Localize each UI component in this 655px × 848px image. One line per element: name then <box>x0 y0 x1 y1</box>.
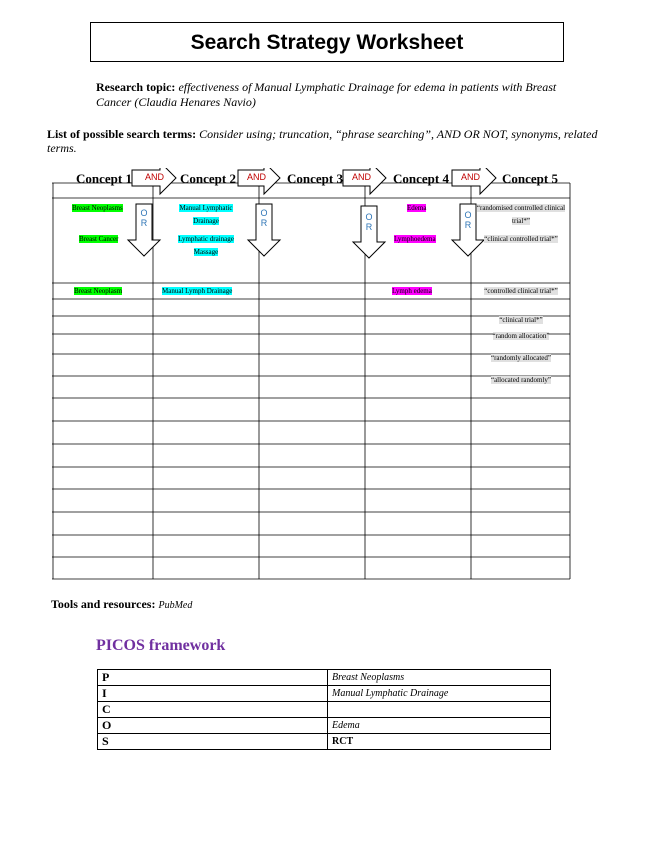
concept1-term <box>79 233 118 246</box>
concept4-term <box>394 233 436 246</box>
concept5-term <box>476 285 566 298</box>
term-highlight: Breast Cancer <box>79 235 119 243</box>
or-letter-r: R <box>140 218 148 228</box>
picos-key: C <box>98 702 328 718</box>
table-row <box>98 734 551 750</box>
term-highlight: Manual Lymphatic Drainage <box>179 204 233 225</box>
term-highlight: “clinical controlled trial*” <box>484 235 558 243</box>
and-operator-1: AND <box>145 172 165 182</box>
concept5-term <box>476 233 566 246</box>
picos-value: Manual Lymphatic Drainage <box>328 686 551 702</box>
concept-4-header: Concept 4 <box>393 171 449 186</box>
picos-value: Breast Neoplasms <box>328 670 551 686</box>
concept-1-header: Concept 1 <box>76 171 132 186</box>
term-highlight: “clinical trial*” <box>499 316 543 324</box>
search-terms-label: List of possible search terms: <box>47 127 197 141</box>
or-operator-2 <box>259 208 269 228</box>
search-terms-note <box>47 127 607 155</box>
concept2-term <box>162 285 232 298</box>
term-highlight: Breast Neoplasm <box>74 287 123 295</box>
tools-label: Tools and resources: <box>51 597 156 611</box>
table-row <box>98 670 551 686</box>
research-topic-label: Research topic: <box>96 80 176 94</box>
concept-3-header: Concept 3 <box>287 171 343 186</box>
or-operator-4 <box>463 210 473 230</box>
concept4-term <box>392 285 432 298</box>
picos-table <box>97 669 551 750</box>
page-title: Search Strategy Worksheet <box>90 22 564 62</box>
picos-heading: PICOS framework <box>96 637 226 654</box>
or-letter-r: R <box>464 220 472 230</box>
term-highlight: “randomised controlled clinical trial*” <box>476 204 566 225</box>
or-letter-o: O <box>140 208 148 218</box>
tools-value: PubMed <box>158 600 193 611</box>
concept2-term <box>168 202 244 228</box>
term-highlight: Manual Lymph Drainage <box>162 287 233 295</box>
concept4-term <box>407 202 426 215</box>
and-operator-3: AND <box>352 172 372 182</box>
term-highlight: “allocated randomly” <box>490 376 552 384</box>
concept1-term <box>74 285 122 298</box>
concept5-term <box>476 352 566 365</box>
and-operator-4: AND <box>461 172 481 182</box>
term-highlight: Lymphatic drainage Massage <box>178 235 234 256</box>
tools-and-resources <box>51 597 192 612</box>
concept5-term <box>476 374 566 387</box>
term-highlight: Edema <box>407 204 427 212</box>
or-letter-o: O <box>260 208 268 218</box>
term-highlight: Breast Neoplasms <box>72 204 123 212</box>
picos-key: I <box>98 686 328 702</box>
picos-key: O <box>98 718 328 734</box>
research-topic-text: effectiveness of Manual Lymphatic Drainage for edema in patients with Breast Cancer (Claudia Henares Navio) <box>96 80 557 109</box>
and-operator-2: AND <box>247 172 267 182</box>
picos-value: RCT <box>328 734 551 750</box>
picos-key: P <box>98 670 328 686</box>
concept5-term <box>476 330 566 343</box>
or-operator-1 <box>139 208 149 228</box>
concept5-term <box>476 202 566 228</box>
picos-key: S <box>98 734 328 750</box>
term-highlight: “random allocation” <box>492 332 550 340</box>
or-letter-r: R <box>260 218 268 228</box>
term-highlight: Lymphoedema <box>394 235 436 243</box>
or-letter-o: O <box>365 212 373 222</box>
concept1-term <box>72 202 123 215</box>
concept-2-header: Concept 2 <box>180 171 236 186</box>
research-topic <box>96 80 566 110</box>
term-highlight: “randomly allocated” <box>490 354 552 362</box>
search-terms-text: Consider using; truncation, “phrase searching”, AND OR NOT, synonyms, related terms. <box>47 127 598 155</box>
picos-value: Edema <box>328 718 551 734</box>
table-row <box>98 702 551 718</box>
or-letter-o: O <box>464 210 472 220</box>
table-row <box>98 686 551 702</box>
picos-value <box>328 702 551 718</box>
term-highlight: “controlled clinical trial*” <box>484 287 558 295</box>
concept-5-header: Concept 5 <box>502 171 558 186</box>
or-operator-3 <box>364 212 374 232</box>
table-row <box>98 718 551 734</box>
or-letter-r: R <box>365 222 373 232</box>
term-highlight: Lymph edema <box>392 287 432 295</box>
concept5-term <box>476 314 566 327</box>
concept2-term <box>168 233 244 259</box>
